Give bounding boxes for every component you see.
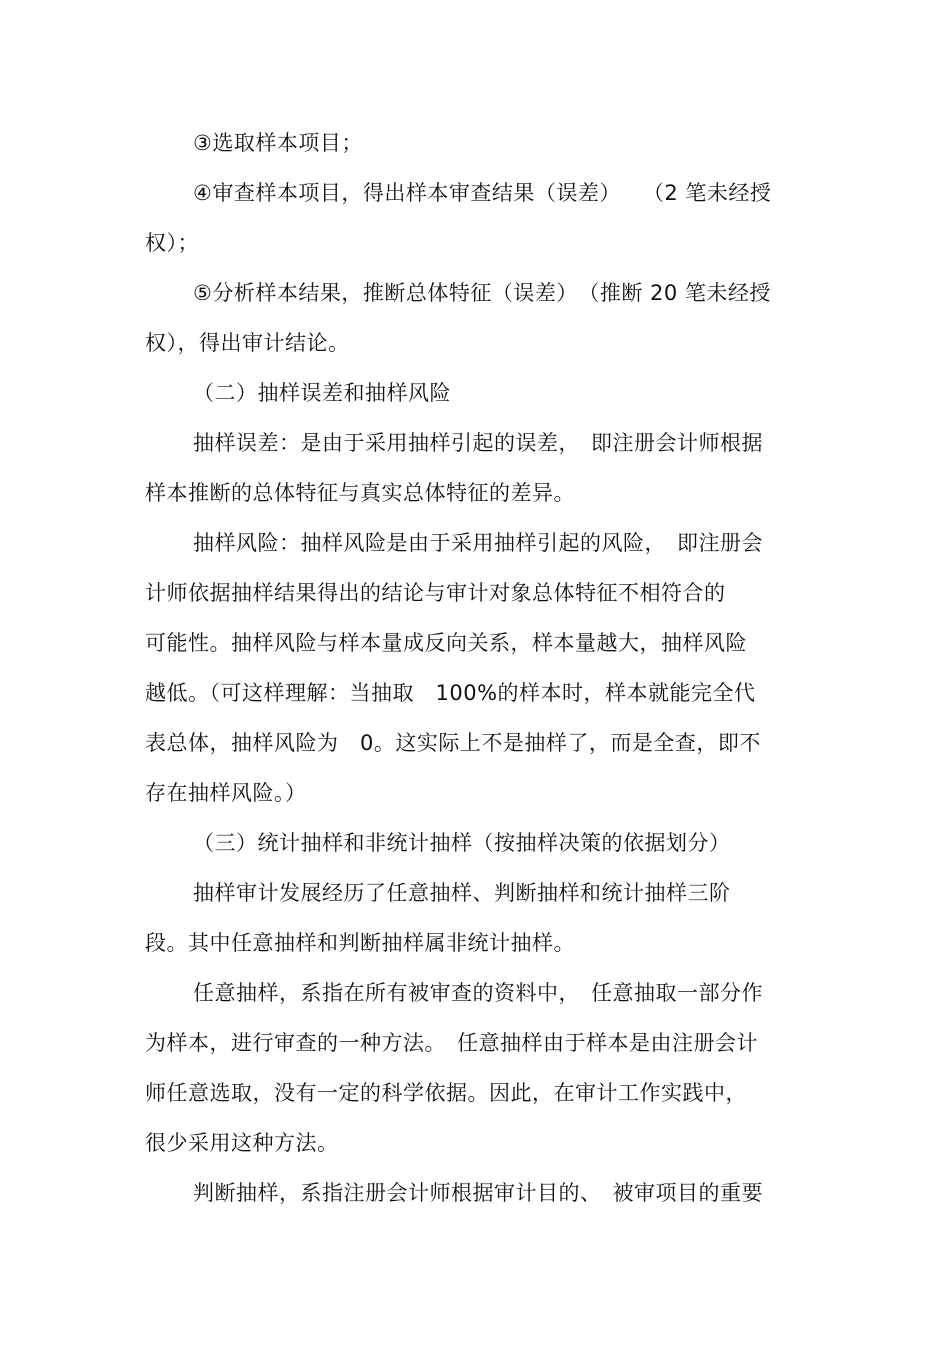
- paragraph-line: 很少采用这种方法。: [145, 1131, 339, 1155]
- paragraph-line: ③选取样本项目；: [193, 131, 363, 155]
- section-heading: （二）抽样误差和抽样风险: [193, 381, 451, 405]
- paragraph-line: 计师依据抽样结果得出的结论与审计对象总体特征不相符合的: [145, 581, 726, 605]
- paragraph-line: 表总体，抽样风险为 0。这实际上不是抽样了，而是全查，即不: [145, 731, 761, 755]
- paragraph-line: 为样本，进行审查的一种方法。 任意抽样由于样本是由注册会计: [145, 1031, 758, 1055]
- paragraph-line: 段。其中任意抽样和判断抽样属非统计抽样。: [145, 931, 575, 955]
- paragraph-line: 权），得出审计结论。: [145, 331, 350, 355]
- paragraph-line: 存在抽样风险。）: [145, 781, 307, 805]
- paragraph-line: 判断抽样，系指注册会计师根据审计目的、 被审项目的重要: [193, 1181, 763, 1205]
- paragraph-line: 抽样风险：抽样风险是由于采用抽样引起的风险， 即注册会: [193, 531, 763, 555]
- paragraph-line: ⑤分析样本结果，推断总体特征（误差） （推断 20 笔未经授: [193, 281, 771, 305]
- paragraph-line: 越低。（可这样理解：当抽取 100%的样本时，样本就能完全代: [145, 681, 756, 705]
- paragraph-line: 抽样审计发展经历了任意抽样、判断抽样和统计抽样三阶: [193, 881, 731, 905]
- paragraph-line: ④审查样本项目，得出样本审查结果（误差） （2 笔未经授: [193, 181, 772, 205]
- paragraph-line: 样本推断的总体特征与真实总体特征的差异。: [145, 481, 575, 505]
- section-heading: （三）统计抽样和非统计抽样（按抽样决策的依据划分）: [193, 831, 731, 855]
- paragraph-line: 可能性。抽样风险与样本量成反向关系，样本量越大，抽样风险: [145, 631, 747, 655]
- paragraph-line: 任意抽样，系指在所有被审查的资料中， 任意抽取一部分作: [193, 981, 763, 1005]
- paragraph-line: 权）；: [145, 231, 199, 255]
- paragraph-line: 师任意选取，没有一定的科学依据。因此，在审计工作实践中，: [145, 1081, 747, 1105]
- paragraph-line: 抽样误差：是由于采用抽样引起的误差， 即注册会计师根据: [193, 431, 763, 455]
